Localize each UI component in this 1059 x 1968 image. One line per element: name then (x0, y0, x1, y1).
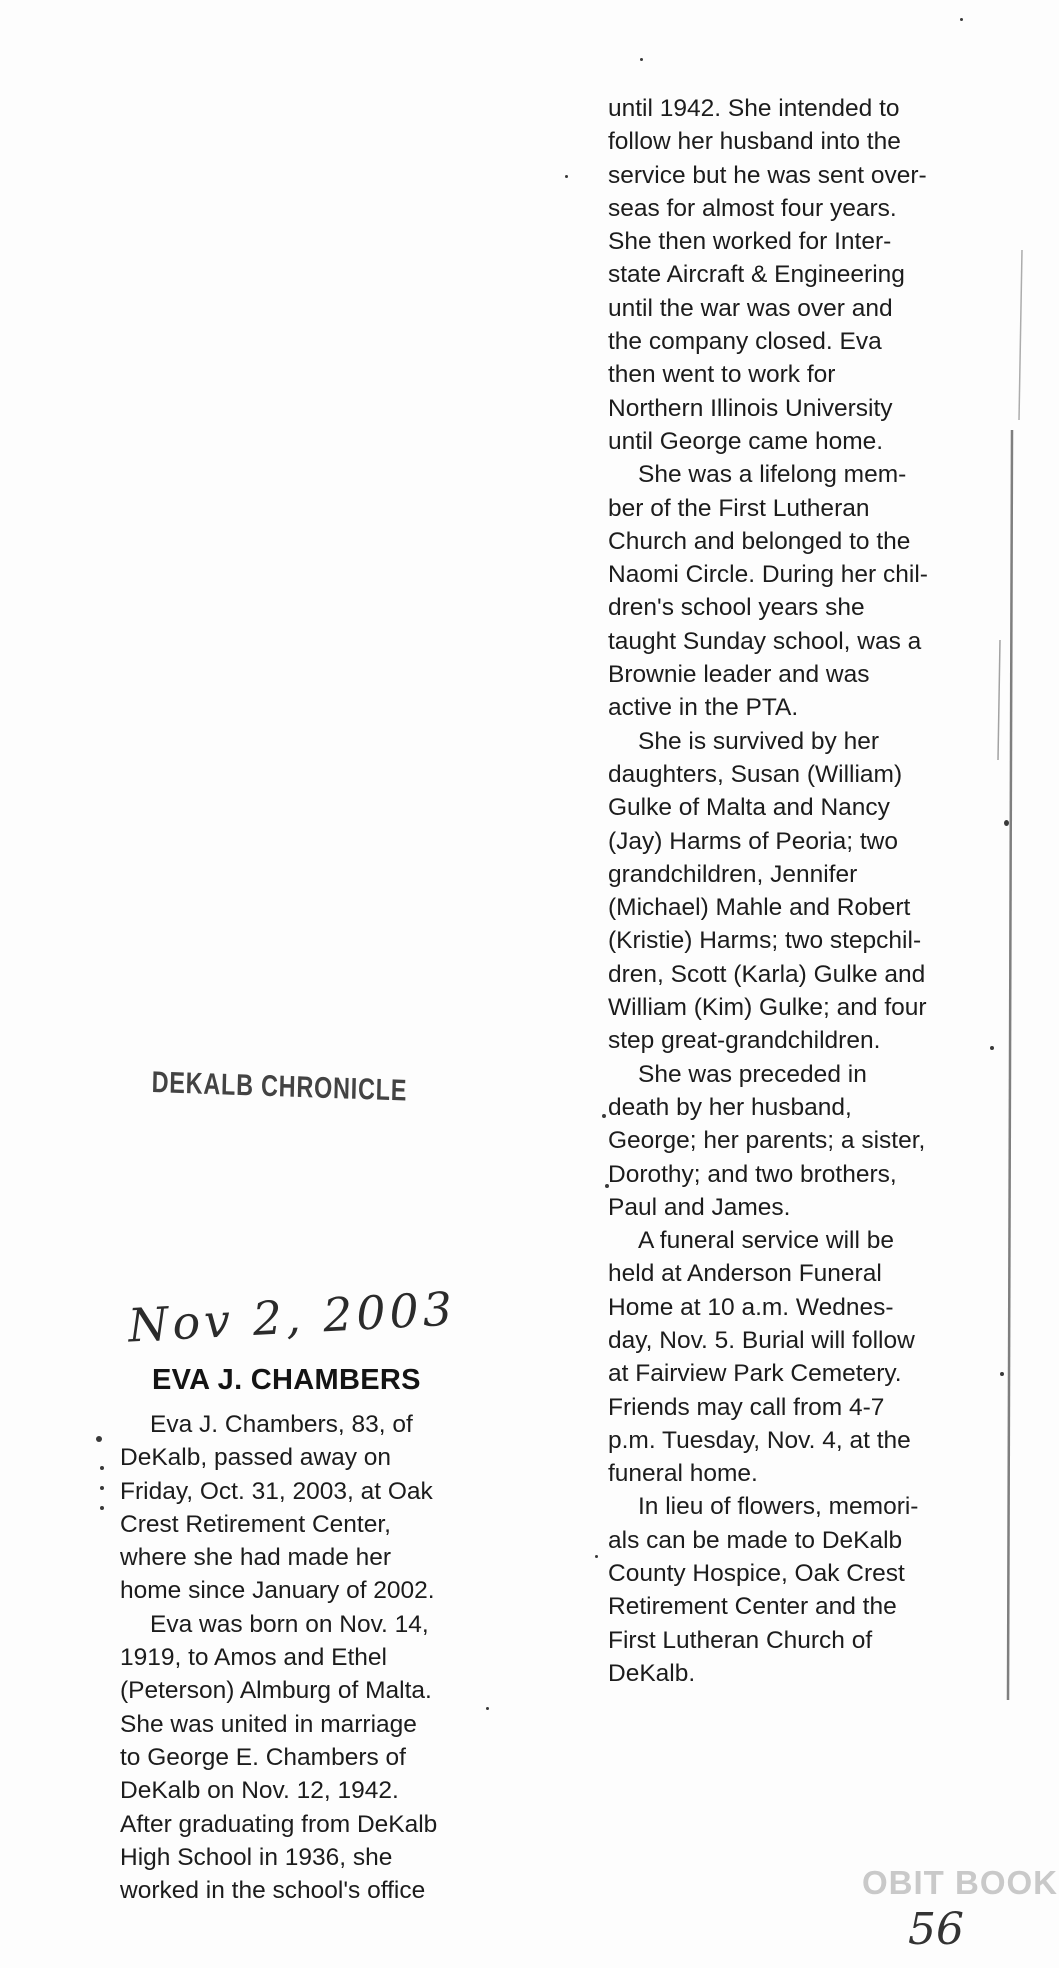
text-line: (Michael) Mahle and Robert (608, 894, 911, 922)
text-line: Retirement Center and the (608, 1593, 897, 1621)
text-line: 1919, to Amos and Ethel (120, 1644, 387, 1672)
text-line: In lieu of flowers, memori- (638, 1493, 919, 1521)
text-line: George; her parents; a sister, (608, 1127, 926, 1155)
text-line: DeKalb. (608, 1659, 696, 1687)
text-line: Friday, Oct. 31, 2003, at Oak (120, 1477, 433, 1505)
newspaper-source-stamp: DEKALB CHRONICLE (151, 1066, 408, 1108)
text-line: to George E. Chambers of (120, 1743, 406, 1771)
obituary-right-column (608, 92, 1028, 1690)
text-line: She was a lifelong mem- (638, 461, 907, 489)
text-line: the company closed. Eva (608, 328, 882, 356)
text-line: p.m. Tuesday, Nov. 4, at the (608, 1426, 911, 1454)
text-line: als can be made to DeKalb (608, 1526, 903, 1554)
scan-speck (595, 1555, 598, 1558)
text-line: After graduating from DeKalb (120, 1810, 438, 1838)
scan-speck (640, 58, 643, 61)
text-line: until George came home. (608, 427, 884, 455)
text-line: Church and belonged to the (608, 527, 911, 555)
handwritten-page-number: 56 (908, 1904, 964, 1955)
text-line: service but he was sent over- (608, 161, 927, 189)
text-line: taught Sunday school, was a (608, 627, 922, 655)
text-line: at Fairview Park Cemetery. (608, 1360, 902, 1388)
text-line: active in the PTA. (608, 694, 799, 722)
obit-book-stamp: OBIT BOOK (862, 1864, 1058, 1901)
scan-speck (565, 175, 568, 178)
text-line: Paul and James. (608, 1193, 791, 1221)
text-line: Gulke of Malta and Nancy (608, 794, 890, 822)
text-line: home since January of 2002. (120, 1577, 435, 1605)
scan-speck (602, 1114, 606, 1118)
handwritten-date: Nov 2, 2003 (126, 1281, 458, 1353)
text-line: ber of the First Lutheran (608, 494, 870, 522)
scan-speck (96, 1436, 102, 1442)
text-line: death by her husband, (608, 1093, 852, 1121)
text-line: seas for almost four years. (608, 194, 897, 222)
text-line: then went to work for (608, 361, 836, 389)
text-line: Eva J. Chambers, 83, of (150, 1411, 413, 1438)
text-line: state Aircraft & Engineering (608, 261, 905, 289)
text-line: Naomi Circle. During her chil- (608, 561, 928, 589)
text-line: step great-grandchildren. (608, 1027, 881, 1055)
text-line: Crest Retirement Center, (120, 1510, 391, 1538)
text-line: until the war was over and (608, 294, 893, 322)
text-line: worked in the school's office (120, 1877, 426, 1905)
text-line: held at Anderson Funeral (608, 1260, 882, 1288)
text-line: (Jay) Harms of Peoria; two (608, 827, 898, 855)
text-line: until 1942. She intended to (608, 95, 900, 122)
scan-speck (100, 1506, 104, 1510)
obituary-left-column (120, 1408, 500, 1907)
scan-speck (960, 18, 963, 21)
text-line: dren's school years she (608, 594, 865, 622)
text-line: She then worked for Inter- (608, 228, 892, 256)
text-line: Northern Illinois University (608, 394, 893, 422)
text-line: (Kristie) Harms; two stepchil- (608, 927, 922, 955)
text-line: First Lutheran Church of (608, 1626, 873, 1654)
text-line: funeral home. (608, 1460, 758, 1488)
text-line: A funeral service will be (638, 1227, 895, 1255)
text-line: Brownie leader and was (608, 661, 870, 689)
scan-speck (100, 1486, 104, 1490)
text-line: She is survived by her (638, 727, 880, 755)
text-line: Eva was born on Nov. 14, (150, 1610, 429, 1638)
text-line: County Hospice, Oak Crest (608, 1560, 905, 1588)
scan-speck (100, 1466, 104, 1470)
text-line: High School in 1936, she (120, 1843, 393, 1871)
text-line: DeKalb, passed away on (120, 1444, 392, 1472)
text-line: (Peterson) Almburg of Malta. (120, 1677, 432, 1705)
text-line: Friends may call from 4-7 (608, 1393, 885, 1421)
text-line: Home at 10 a.m. Wednes- (608, 1293, 894, 1321)
text-line: Dorothy; and two brothers, (608, 1160, 897, 1188)
text-line: She was united in marriage (120, 1710, 417, 1738)
text-line: William (Kim) Gulke; and four (608, 994, 927, 1022)
text-line: She was preceded in (638, 1060, 867, 1088)
text-line: dren, Scott (Karla) Gulke and (608, 960, 926, 988)
text-line: where she had made her (120, 1544, 392, 1572)
text-line: grandchildren, Jennifer (608, 860, 858, 888)
text-line: DeKalb on Nov. 12, 1942. (120, 1777, 399, 1805)
text-line: day, Nov. 5. Burial will follow (608, 1326, 915, 1354)
text-line: follow her husband into the (608, 128, 901, 156)
text-line: daughters, Susan (William) (608, 760, 903, 788)
obituary-headline: EVA J. CHAMBERS (152, 1364, 421, 1396)
